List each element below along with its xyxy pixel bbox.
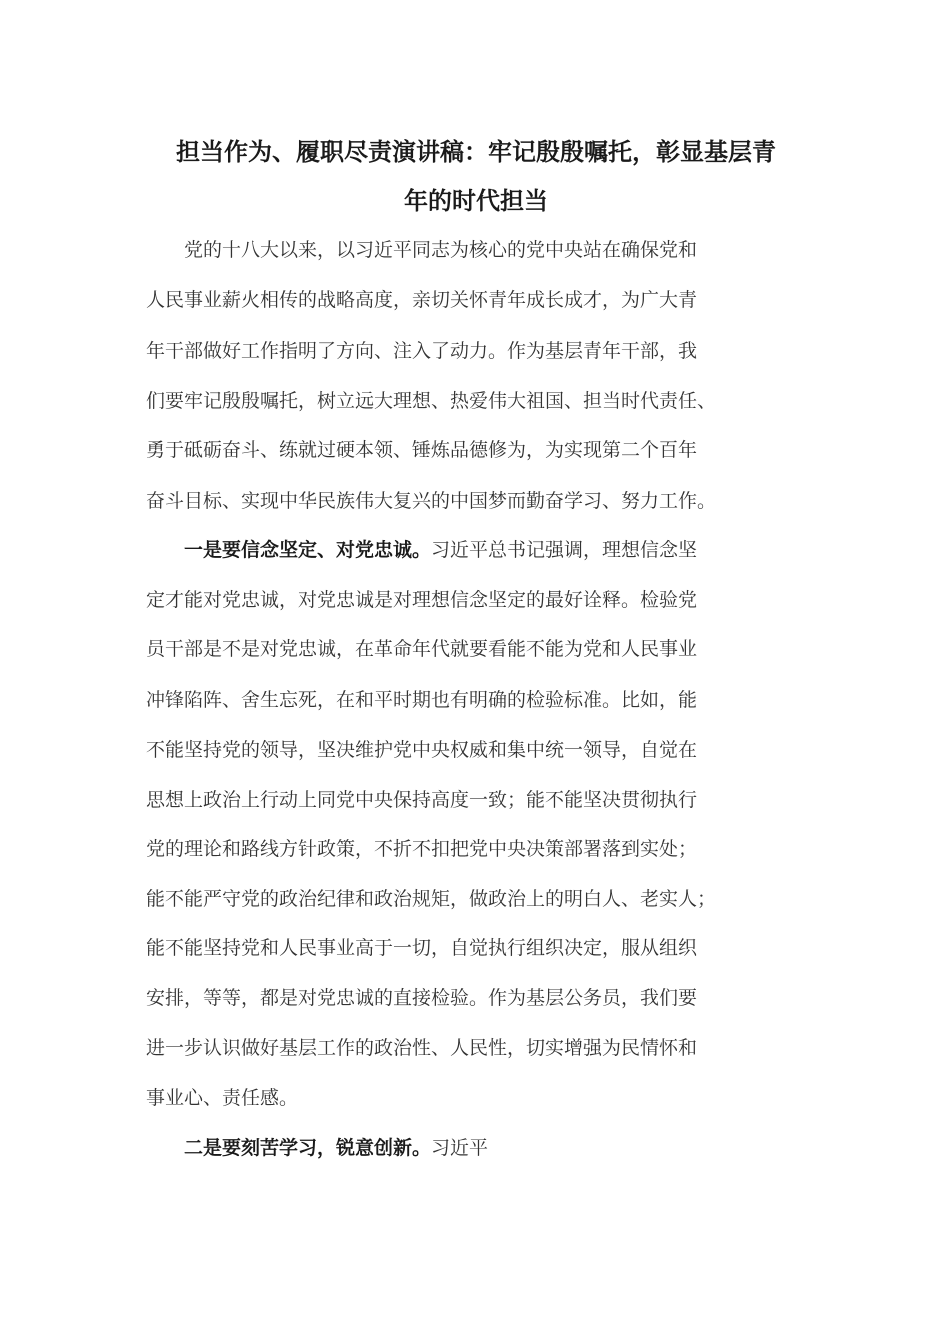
intro-line-4: 们要牢记殷殷嘱托，树立远大理想、热爱伟大祖国、担当时代责任、 — [146, 390, 717, 412]
section1-line-6: 思想上政治上行动上同党中央保持高度一致；能不能坚决贯彻执行 — [146, 789, 698, 811]
section1-first-line-text: 习近平总书记强调，理想信念坚 — [431, 539, 698, 561]
section1-line-3: 员干部是不是对党忠诚，在革命年代就要看能不能为党和人民事业 — [146, 638, 698, 660]
section1-line-8: 能不能严守党的政治纪律和政治规矩，做政治上的明白人、老实人； — [146, 888, 717, 910]
section2-first-line — [146, 1135, 811, 1161]
section1-line-11: 进一步认识做好基层工作的政治性、人民性，切实增强为民情怀和 — [146, 1037, 698, 1059]
section1-line-2: 定才能对党忠诚，对党忠诚是对理想信念坚定的最好诠释。检验党 — [146, 589, 698, 611]
section1-first-line — [146, 537, 811, 563]
section1-line-4: 冲锋陷阵、舍生忘死，在和平时期也有明确的检验标准。比如，能 — [146, 689, 698, 711]
intro-line-5: 勇于砥砺奋斗、练就过硬本领、锤炼品德修为，为实现第二个百年 — [146, 439, 698, 461]
intro-line-6: 奋斗目标、实现中华民族伟大复兴的中国梦而勤奋学习、努力工作。 — [146, 490, 717, 512]
section2-heading: 二是要刻苦学习，锐意创新。 — [184, 1137, 432, 1159]
section1-line-9: 能不能坚持党和人民事业高于一切，自觉执行组织决定，服从组织 — [146, 937, 698, 959]
document-title-line-1: 担当作为、履职尽责演讲稿：牢记殷殷嘱托，彰显基层青 — [176, 137, 776, 166]
section1-line-5: 不能坚持党的领导，坚决维护党中央权威和集中统一领导，自觉在 — [146, 739, 698, 761]
intro-line-2: 人民事业薪火相传的战略高度，亲切关怀青年成长成才，为广大青 — [146, 289, 698, 311]
section1-line-7: 党的理论和路线方针政策，不折不扣把党中央决策部署落到实处； — [146, 838, 698, 860]
intro-line-3: 年干部做好工作指明了方向、注入了动力。作为基层青年干部，我 — [146, 340, 698, 362]
document-title-line-2: 年的时代担当 — [404, 186, 548, 215]
section1-heading: 一是要信念坚定、对党忠诚。 — [184, 539, 432, 561]
section1-line-12: 事业心、责任感。 — [146, 1087, 299, 1109]
section2-first-line-text: 习近平 — [431, 1137, 489, 1159]
intro-line-1: 党的十八大以来，以习近平同志为核心的党中央站在确保党和 — [146, 239, 698, 261]
section1-line-10: 安排，等等，都是对党忠诚的直接检验。作为基层公务员，我们要 — [146, 987, 698, 1009]
